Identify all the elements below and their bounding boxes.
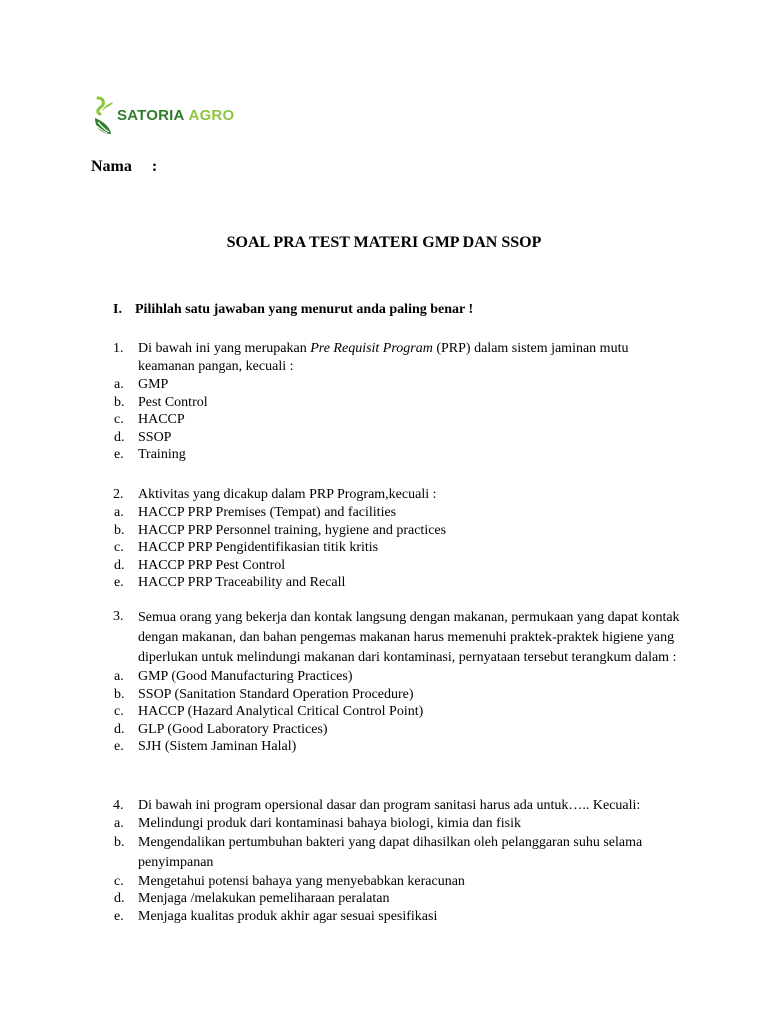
document-title: SOAL PRA TEST MATERI GMP DAN SSOP [226,234,542,251]
option-item: d. SSOP [114,429,172,445]
option-item: b. HACCP PRP Personnel training, hygiene and practices [114,522,447,538]
option-item: a. GMP [114,377,169,392]
logo-wordmark [117,107,234,124]
logo-word-1: SATORIA [117,106,185,124]
question-1 [113,340,683,464]
name-field [91,158,157,176]
section-number: I. [113,302,122,317]
option-item: b. Mengendalikan pertumbuhan bakteri yang dapat dihasilkan oleh pelanggaran suhu selama penyimpanan [114,834,643,870]
name-label: Nama [91,158,132,175]
option-item: c. HACCP PRP Pengidentifikasian titik kritis [114,540,379,556]
option-item: d. GLP (Good Laboratory Practices) [114,721,328,737]
question-text: Semua orang yang bekerja dan kontak langsung dengan makanan, permukaan yang dapat kontak dengan makanan, dan bahan pengemas makanan harus memenuhi praktek-praktek higiene yang diperlukan untuk melindungi makanan dari kontaminasi, pernyataan tersebut terangkum dalam : [138,610,680,665]
option-item: a. GMP (Good Manufacturing Practices) [114,669,353,684]
option-item: e. Menjaga kualitas produk akhir agar sesuai spesifikasi [114,908,438,924]
section-heading [113,302,473,318]
option-item: c. HACCP (Hazard Analytical Critical Control Point) [114,704,424,720]
option-item: e. HACCP PRP Traceability and Recall [114,575,346,591]
question-number: 1. [113,341,124,356]
question-text: Aktivitas yang dicakup dalam PRP Program,kecuali : [138,487,437,502]
question-number: 2. [113,487,124,502]
question-4 [113,797,683,925]
question-number: 4. [113,798,124,813]
option-list [113,504,683,592]
question-number: 3. [113,609,124,624]
option-item: e. SJH (Sistem Jaminan Halal) [114,739,297,755]
option-item: e. Training [114,447,186,463]
option-item: b. SSOP (Sanitation Standard Operation Procedure) [114,686,414,702]
question-text-italic: Pre Requisit Program [310,341,433,356]
option-item: c. Mengetahui potensi bahaya yang menyebabkan keracunan [114,873,465,889]
option-item: b. Pest Control [114,394,208,410]
name-separator: : [151,158,158,175]
sprout-logo-icon [92,94,114,136]
option-item: a. Melindungi produk dari kontaminasi bahaya biologi, kimia dan fisik [114,816,521,831]
question-3 [113,608,683,756]
option-list [113,815,683,925]
section-instruction: Pilihlah satu jawaban yang menurut anda paling benar ! [135,302,474,317]
option-item: d. HACCP PRP Pest Control [114,557,286,573]
question-text: Di bawah ini yang merupakan Pre Requisit Program (PRP) dalam sistem jaminan mutu keamanan pangan, kecuali : [138,341,629,374]
option-list [113,668,683,756]
question-text: Di bawah ini program opersional dasar dan program sanitasi harus ada untuk….. Kecuali: [138,798,641,813]
option-item: c. HACCP [114,412,185,428]
question-2 [113,486,683,592]
company-logo [92,94,234,136]
option-list [113,376,683,464]
option-item: a. HACCP PRP Premises (Tempat) and facilities [114,505,397,520]
logo-word-2: AGRO [188,106,235,124]
option-item: d. Menjaga /melakukan pemeliharaan peralatan [114,891,390,907]
